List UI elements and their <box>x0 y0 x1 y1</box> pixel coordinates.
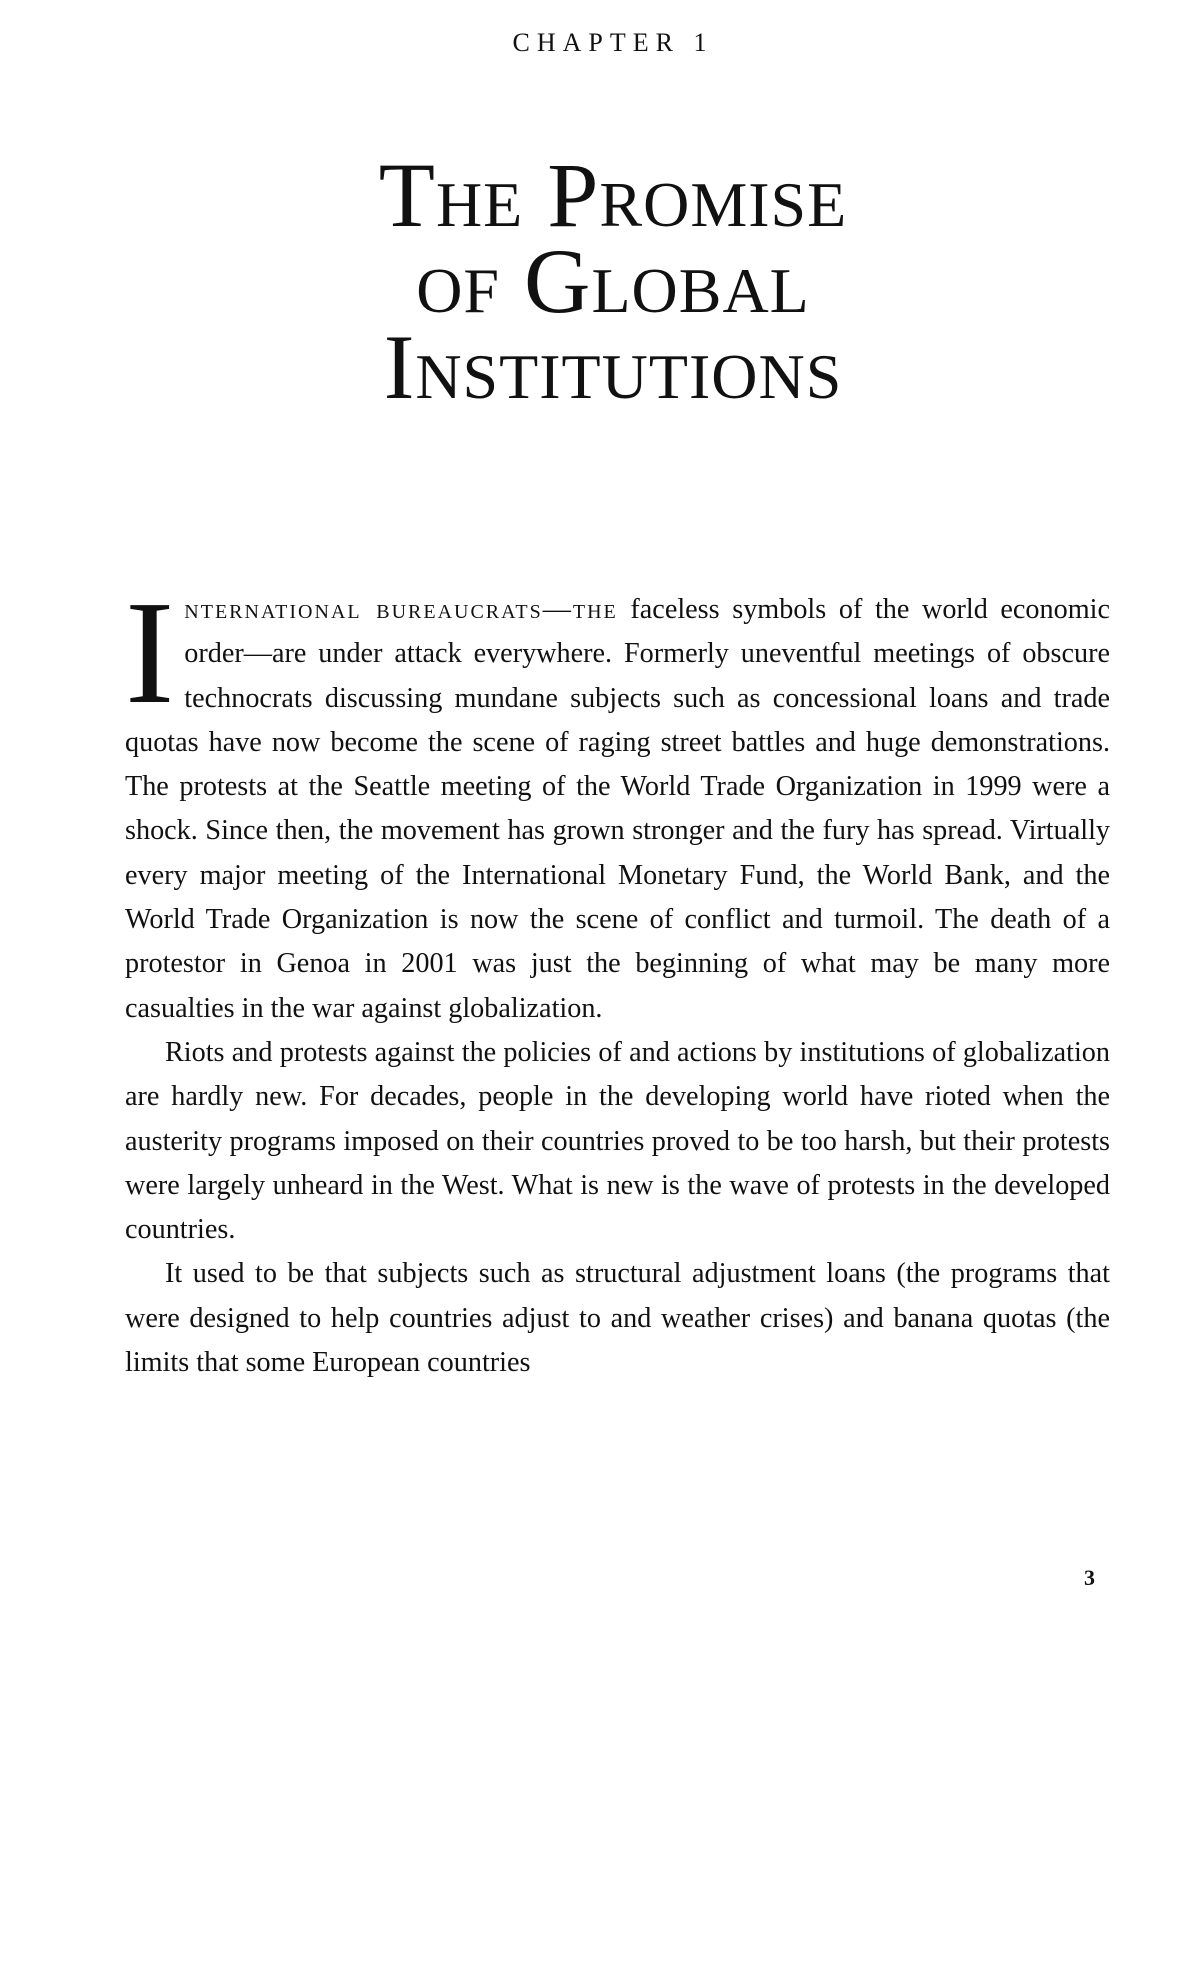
page-number: 3 <box>1084 1565 1095 1590</box>
paragraph-2: Riots and protests against the policies of and actions by institutions of globalization are hardly new. For decades, people in the developing world have rioted when the austerity programs imposed on their countries proved to be too harsh, but their protests were largely unheard in the West. What is new is the wave of protests in the developed countries. <box>125 1036 1110 1246</box>
paragraph-1-text: faceless symbols of the world economic order—are under attack everywhere. Formerly uneventful meetings of obscure technocrats discussing mundane subjects such as concessional loans and trade quotas have now become the scene of raging street battles and huge demonstrations. The protests at the Seattle meeting of the World Trade Organization in 1999 were a shock. Since then, the movement has grown stronger and the fury has spread. Virtually every major meeting of the International Monetary Fund, the World Bank, and the World Trade Organization is now the scene of conflict and turmoil. The death of a protestor in Genoa in 2001 was just the beginning of what may be many more casualties in the war against globalization. <box>125 594 1110 1024</box>
body-text <box>125 571 1110 1385</box>
chapter-label: CHAPTER 1 <box>512 28 714 57</box>
chapter-title-line: The Promise <box>378 144 848 246</box>
chapter-title-line: of Global <box>416 230 810 332</box>
paragraph-3: It used to be that subjects such as structural adjustment loans (the programs that were designed to help countries adjust to and weather crises) and banana quotas (the limits that some European countries <box>125 1258 1110 1379</box>
chapter-title-line: Institutions <box>383 316 843 418</box>
lead-in: nternational bureaucrats—the <box>184 594 618 625</box>
drop-cap: I <box>125 571 175 735</box>
paragraph-1 <box>125 571 1110 1031</box>
chapter-title <box>0 144 1200 418</box>
